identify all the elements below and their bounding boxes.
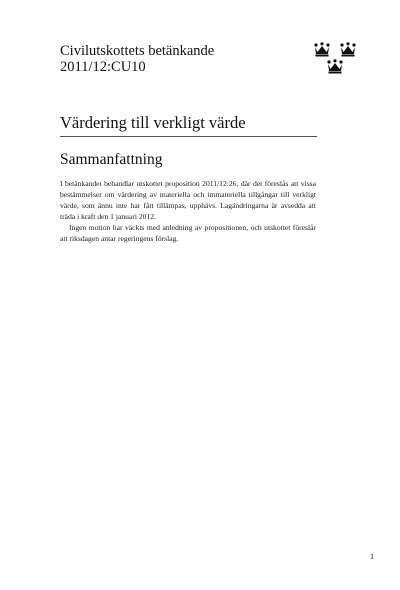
- page-number: 1: [370, 552, 374, 561]
- title-divider: [60, 136, 317, 137]
- three-crowns-emblem-icon: [313, 42, 357, 76]
- summary-paragraph: I betänkandet behandlar utskottet proposition 2011/12:26, där det föreslås att vissa bestämmelser om värdering av materiella och immateriella tillgångar till verkligt värde, som ännu inte har fått tillämpas, upphävs. Lagändringarna är avsedda att träda i kraft den 1 januari 2012.: [60, 179, 316, 221]
- summary-paragraph: Ingen motion har väckts med anledning av propositionen, och utskottet föreslår att riksdagen antar regeringens förslag.: [60, 223, 316, 243]
- committee-name: Civilutskottets betänkande: [60, 43, 215, 59]
- document-title: Värdering till verkligt värde: [60, 113, 246, 132]
- summary-heading: Sammanfattning: [60, 151, 163, 168]
- committee-header: [60, 43, 310, 75]
- summary-body: [60, 178, 316, 244]
- report-number: 2011/12:CU10: [60, 59, 146, 75]
